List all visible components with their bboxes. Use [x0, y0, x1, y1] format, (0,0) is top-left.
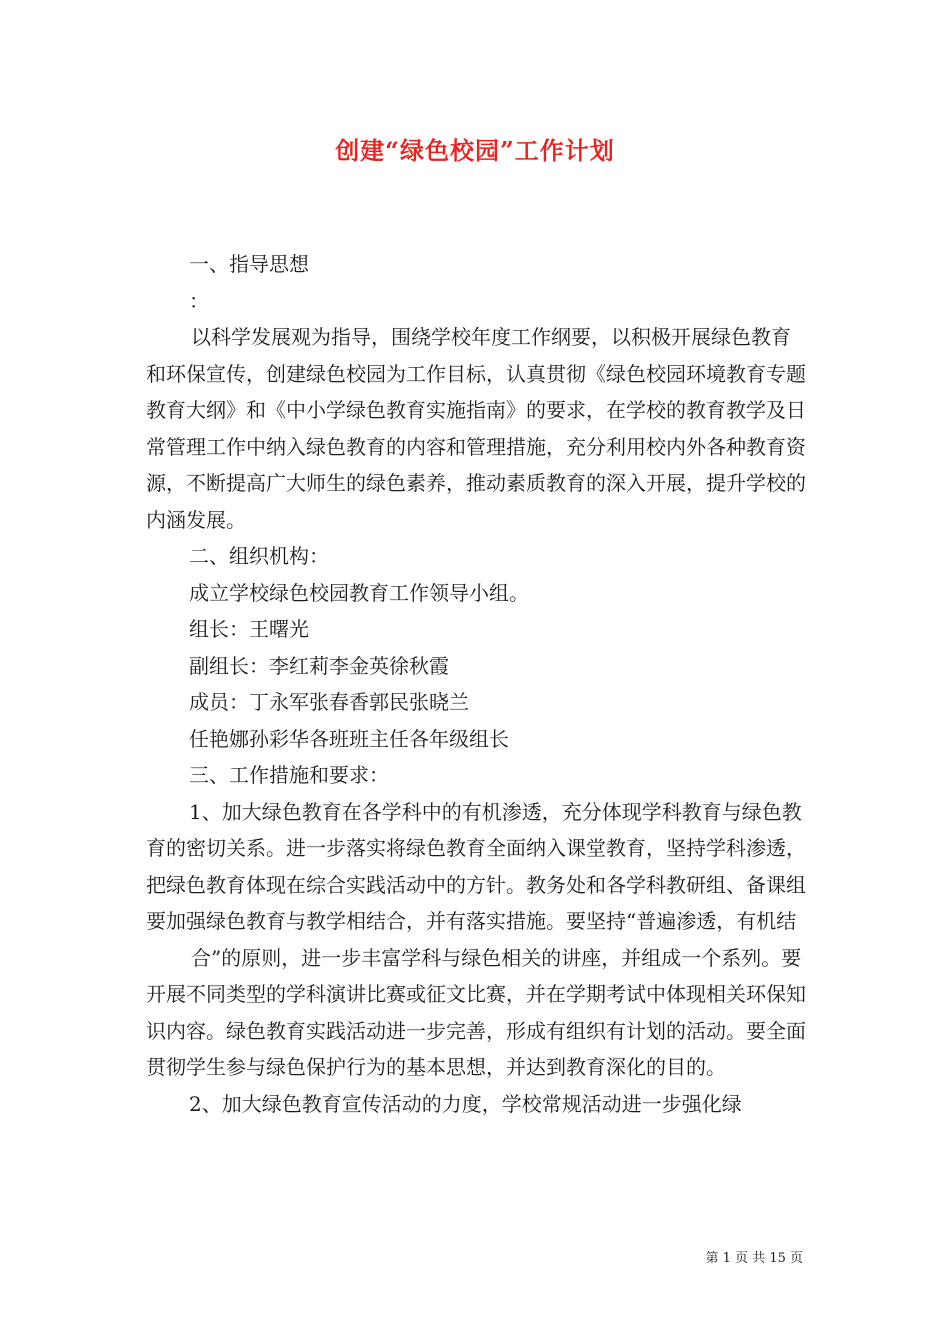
paragraph-guiding: 以科学发展观为指导，围绕学校年度工作纲要，以积极开展绿色教育和环保宣传，创建绿色校园为工作目标，认真贯彻《绿色校园环境教育专题教育大纲》和《中小学绿色教育实施指南》的要求，在学校的教育教学及日常管理工作中纳入绿色教育的内容和管理措施，充分利用校内外各种教育资源，不断提高广大师生的绿色素养，推动素质教育的深入开展，提升学校的内涵发展。	[146, 325, 806, 532]
paragraph-measure-1b: 合”的原则，进一步丰富学科与绿色相关的讲座，并组成一个系列。要开展不同类型的学科演讲比赛或征文比赛，并在学期考试中体现相关环保知识内容。绿色教育实践活动进一步完善，形成有组织有计划的活动。要全面贯彻学生参与绿色保护行为的基本思想，并达到教育深化的目的。	[146, 945, 806, 1079]
paragraph-measure-2: 2、加大绿色教育宣传活动的力度，学校常规活动进一步强化绿	[189, 1091, 742, 1116]
paragraph-org-members: 成员：丁永军张春香郭民张晓兰	[189, 690, 469, 714]
paragraph-measure-1a: 1、加大绿色教育在各学科中的有机渗透，充分体现学科教育与绿色教育的密切关系。进一步落实将绿色教育全面纳入课堂教育，坚持学科渗透，把绿色教育体现在综合实践活动中的方针。教务处和各学科教研组、备课组要加强绿色教育与教学相结合，并有落实措施。要坚持“普遍渗透，有机结	[146, 799, 806, 933]
section-heading-guiding: 一、指导思想	[189, 252, 309, 276]
page-number-footer: 第 1 页 共 15 页	[705, 1251, 803, 1266]
paragraph-org-intro: 成立学校绿色校园教育工作领导小组。	[189, 580, 529, 605]
paragraph-org-members-2: 任艳娜孙彩华各班班主任各年级组长	[189, 726, 509, 751]
section-heading-organization: 二、组织机构：	[189, 544, 329, 568]
stray-colon: ：	[189, 288, 209, 313]
document-body	[146, 246, 810, 1122]
paragraph-org-leader: 组长：王曙光	[189, 617, 309, 641]
section-heading-measures: 三、工作措施和要求：	[189, 763, 389, 787]
document-title: 创建“绿色校园”工作计划	[335, 136, 615, 165]
paragraph-org-deputy: 副组长：李红莉李金英徐秋霞	[189, 653, 449, 678]
